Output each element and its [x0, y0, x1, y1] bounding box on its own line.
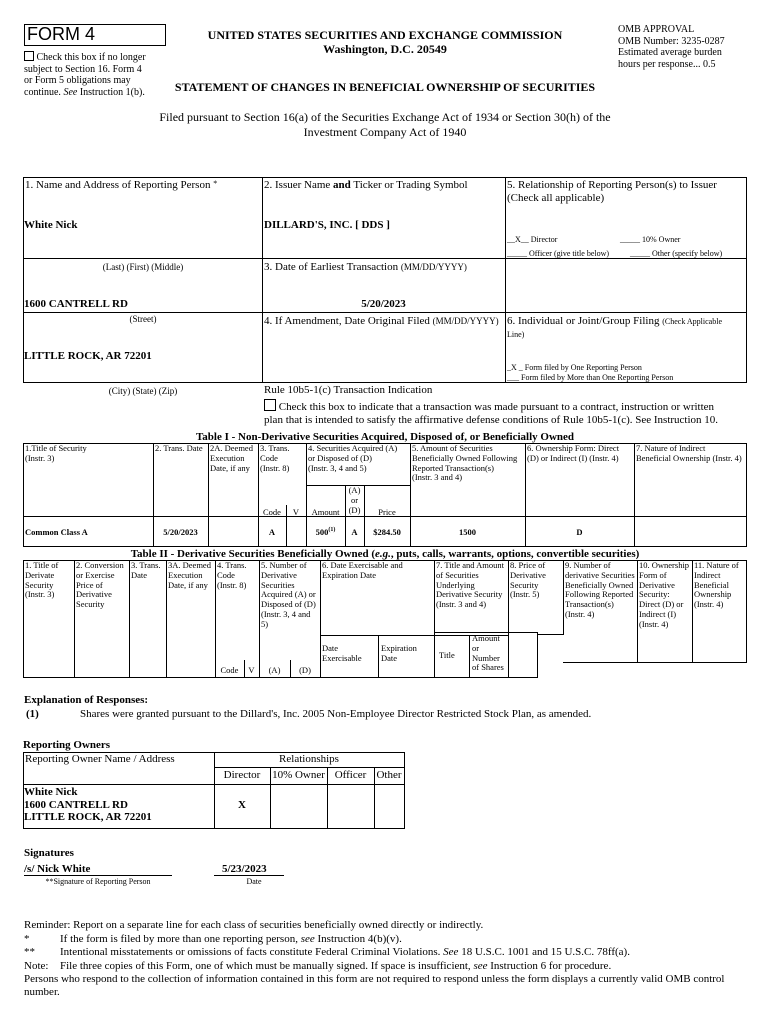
- table2-col4-header: [217, 561, 247, 590]
- header-line: (D): [348, 504, 361, 515]
- box5-label-line: 5. Relationship of Reporting Person(s) to Issuer: [507, 179, 717, 191]
- grid-line: [320, 560, 321, 678]
- header-line: Number: [472, 652, 500, 663]
- header-line: Beneficially Owned: [565, 579, 634, 590]
- table1-sub-price: Price: [378, 507, 396, 517]
- box2-label-and: and: [333, 179, 351, 191]
- grid-line: [508, 560, 509, 678]
- header-line: Date: [131, 569, 148, 580]
- header-line: (Instr. 5): [510, 589, 540, 600]
- header-line: (D) or Indirect (I) (Instr. 4): [527, 452, 619, 463]
- box4-label-text: 4. If Amendment, Date Original Filed: [264, 315, 430, 327]
- header-line: Execution: [168, 569, 203, 580]
- grid-line: [378, 635, 379, 678]
- checkbox-note-see: See: [63, 86, 78, 98]
- signature-hint: **Signature of Reporting Person: [45, 877, 151, 886]
- ten-percent-owner-option: _____ 10% Owner: [620, 235, 681, 244]
- amount-value: 500: [315, 527, 329, 537]
- grid-line: [23, 177, 747, 178]
- box2-label-b: Ticker or Trading Symbol: [353, 179, 468, 191]
- header-line: Security: [76, 599, 105, 610]
- table2-sub-expiration: [381, 644, 417, 664]
- owner-address-line: LITTLE ROCK, AR 72201: [24, 811, 152, 824]
- header-line: Reported Transaction(s): [412, 462, 494, 473]
- omb-line: OMB Number: 3235-0287: [618, 35, 725, 47]
- omb-approval: [618, 24, 758, 70]
- transaction-code: A: [268, 527, 276, 537]
- header-line: 5. Amount of Securities: [412, 443, 493, 453]
- header-line: Transaction(s): [565, 599, 614, 610]
- header-line: derivative Securities: [565, 569, 635, 580]
- checkbox-note: [24, 51, 164, 98]
- explanation-number: (1): [26, 708, 39, 720]
- checkbox-note-line: continue.: [24, 86, 61, 98]
- checkbox-note-line: subject to Section 16. Form 4: [24, 63, 142, 75]
- filed-line: Investment Company Act of 1940: [303, 125, 467, 139]
- checkbox-note-line: Check this box if no longer: [36, 52, 146, 63]
- header-line: Security: [510, 579, 539, 590]
- omb-line: Estimated average burden: [618, 47, 722, 58]
- box6-label-text: 6. Individual or Joint/Group Filing: [507, 315, 660, 327]
- grid-line: [23, 546, 747, 547]
- header-line: or: [472, 642, 480, 653]
- box1-label-star: *: [213, 179, 218, 188]
- grid-line: [262, 382, 747, 383]
- box2-label-a: 2. Issuer Name: [264, 179, 331, 191]
- table1-col3-header: [260, 444, 290, 473]
- table1-col2-header: 2. Trans. Date: [155, 443, 203, 453]
- header-line: (Instr. 3 and 4): [436, 599, 487, 610]
- city-hint: (City) (State) (Zip): [108, 386, 178, 396]
- ownership-form: D: [576, 527, 583, 537]
- checkbox-note-line: Instruction 1(b).: [79, 86, 145, 98]
- box3-label: [264, 261, 467, 273]
- header-line: Underlying: [436, 579, 475, 590]
- footnote-double-star-text: [60, 946, 630, 958]
- header-line: 5): [261, 618, 269, 629]
- box4-hint: (MM/DD/YYYY): [432, 316, 499, 326]
- header-line: (Instr. 3, 4 and: [261, 608, 311, 619]
- header-line: 3A. Deemed: [168, 560, 211, 570]
- grid-line: [637, 560, 638, 663]
- header-line: Following Reported: [565, 589, 634, 600]
- grid-line: [563, 662, 747, 663]
- reporting-person-street: 1600 CANTRELL RD: [24, 298, 128, 310]
- note-text-b: Instruction 6 for procedure.: [490, 960, 612, 972]
- grid-line: [262, 177, 263, 382]
- header-line: of Securities: [436, 569, 479, 580]
- grid-line: [23, 443, 24, 546]
- grid-line: [505, 177, 506, 382]
- box3-hint: (MM/DD/YYYY): [400, 262, 467, 272]
- transaction-price: $284.50: [373, 527, 401, 537]
- note-text: [60, 960, 611, 972]
- box4-label: [264, 315, 499, 327]
- header-line: (Instr. 3 and 4): [412, 472, 463, 483]
- header-line: Security:: [639, 589, 670, 600]
- header-line: Beneficially Owned Following: [412, 452, 518, 463]
- table2-col11-header: [694, 561, 739, 610]
- header-line: (Instr. 4): [565, 608, 595, 619]
- table2-sub-exercisable: [322, 644, 362, 664]
- transaction-date: 5/20/2023: [163, 527, 198, 537]
- grid-line: [23, 560, 24, 678]
- header-line: Derivative: [76, 589, 112, 600]
- header-line: (Instr. 8): [217, 579, 247, 590]
- grid-line: [215, 560, 216, 678]
- header-line: Ownership: [694, 589, 732, 600]
- header-line: Derivative: [510, 569, 546, 580]
- filed-line: Filed pursuant to Section 16(a) of the Securities Exchange Act of 1934 or Section 30(h) of the: [159, 110, 611, 124]
- header-line: (Instr. 4): [639, 618, 669, 629]
- signature-date-hint: Date: [246, 877, 262, 886]
- grid-line: [404, 752, 405, 829]
- other-header: Other: [376, 769, 402, 781]
- box5-label-line: (Check all applicable): [507, 191, 605, 204]
- rule-10b5-text: [264, 399, 748, 426]
- header-line: Date, if any: [210, 462, 250, 473]
- header-line: 2. Conversion: [76, 560, 124, 570]
- grid-line: [23, 258, 506, 259]
- header-line: 8. Price of: [510, 560, 546, 570]
- rule-10b5-line: Check this box to indicate that a transaction was made pursuant to a contract, instruction or written: [278, 401, 715, 413]
- header-line: (Instr. 3): [25, 589, 55, 600]
- table2-col10-header: [639, 561, 689, 629]
- table1-col6-header: [527, 444, 619, 464]
- header-line: 2A. Deemed: [210, 443, 253, 453]
- box1-label-text: 1. Name and Address of Reporting Person: [25, 179, 211, 191]
- grid-line: [692, 560, 693, 663]
- rule-10b5-line: plan that is intended to satisfy the affirmative defense conditions of Rule 10b5-1(c). See Instruction 10.: [264, 413, 719, 426]
- header-line: 3. Trans.: [260, 443, 290, 453]
- rule-10b5-checkbox[interactable]: [264, 399, 276, 411]
- table2-sub-title: Title: [439, 650, 455, 660]
- filing-option-multiple: ___ Form filed by More than One Reporting Person: [507, 373, 674, 382]
- header-line: 1. Title of: [25, 560, 59, 570]
- grid-line: [259, 560, 260, 678]
- header-line: Code: [260, 452, 278, 463]
- table1-col5-header: [412, 444, 517, 483]
- header-line: Derivative: [261, 569, 297, 580]
- omb-line: OMB APPROVAL: [618, 24, 695, 35]
- checkbox-note-line: or Form 5 obligations may: [24, 75, 131, 86]
- header-line: Date, if any: [168, 579, 208, 590]
- owner-address-line: 1600 CANTRELL RD: [24, 798, 128, 811]
- note-label: Note:: [24, 960, 49, 972]
- table2-title: [23, 548, 747, 560]
- table1-sub-amount: Amount: [311, 507, 340, 517]
- reminder-text: Reminder: Report on a separate line for each class of securities beneficially owned directly or indirectly.: [24, 919, 484, 931]
- name-hint: (Last) (First) (Middle): [102, 262, 184, 272]
- header-line: or Exercise: [76, 569, 115, 580]
- grid-line: [634, 443, 635, 546]
- header-line: or Disposed of (D): [308, 452, 372, 463]
- box2-label: [264, 179, 468, 191]
- header-line: (Instr. 8): [260, 462, 290, 473]
- transaction-amount: [306, 527, 345, 537]
- header-line: 10. Ownership: [639, 560, 690, 570]
- form-title: FORM 4: [27, 24, 96, 44]
- table2-col3a-header: [168, 561, 211, 590]
- table2-col9-header: [565, 561, 635, 620]
- box6-hint: (Check Applicable: [662, 317, 722, 326]
- header-line: (A): [348, 485, 361, 495]
- officer-header: Officer: [334, 769, 367, 781]
- table1-col1-header: [25, 444, 87, 464]
- header-line: Date: [381, 652, 398, 663]
- grid-line: [23, 677, 538, 678]
- header-line: Price of: [76, 579, 103, 590]
- box6-label: [507, 315, 745, 340]
- table2-sub-v: V: [248, 665, 255, 675]
- filing-option-one: _X _ Form filed by One Reporting Person: [507, 363, 642, 372]
- explanation-title: Explanation of Responses:: [24, 694, 149, 706]
- grid-line: [434, 560, 435, 678]
- security-title: Common Class A: [25, 527, 88, 537]
- amount-footnote: (1): [328, 527, 336, 533]
- table2-sub-amount: [472, 634, 504, 673]
- header-line: (Instr. 3, 4 and 5): [308, 462, 367, 473]
- header-line: or: [350, 494, 359, 505]
- reporting-person-city: LITTLE ROCK, AR 72201: [24, 350, 152, 362]
- table1-col7-header: [636, 444, 742, 464]
- reporting-owners-title: Reporting Owners: [23, 739, 111, 751]
- header-line: Acquired (A) or: [261, 589, 316, 600]
- shares-owned-following: 1500: [459, 527, 476, 537]
- table2-sub-a: (A): [268, 665, 281, 675]
- table2-col8-header: [510, 561, 546, 600]
- footnote-text: Intentional misstatements or omissions of facts constitute Federal Criminal Violations.: [60, 946, 441, 958]
- note-text-a: File three copies of this Form, one of which must be manually signed. If space is insufficient,: [60, 960, 471, 972]
- header-line: Amount: [472, 633, 500, 643]
- table1-col2a-header: [210, 444, 253, 473]
- reporting-person-name: White Nick: [24, 219, 78, 231]
- header-line: Indirect: [694, 569, 721, 580]
- footnote-star: *: [24, 933, 30, 945]
- header-line: (Instr. 3): [25, 452, 55, 463]
- grid-line: [746, 560, 747, 663]
- header-line: Direct (D) or: [639, 599, 684, 610]
- footnote-text: Instruction 4(b)(v).: [317, 933, 402, 945]
- footnote-see: see: [300, 933, 315, 945]
- note-see: see: [473, 960, 488, 972]
- table2-col1-header: [25, 561, 58, 600]
- header-line: of Shares: [472, 662, 504, 673]
- header-line: Expiration: [381, 643, 417, 653]
- table2-title-eg: e.g.: [375, 548, 391, 560]
- header-line: Derivative: [639, 579, 675, 590]
- table1-title: Table I - Non-Derivative Securities Acquired, Disposed of, or Beneficially Owned: [195, 431, 575, 443]
- agency-name: UNITED STATES SECURITIES AND EXCHANGE COMMISSION: [207, 28, 563, 42]
- table2-col5-header: [261, 561, 316, 629]
- disclaimer-line: Persons who respond to the collection of information contained in this form are not required to respond unless the form displays a currently valid OMB control: [24, 973, 725, 985]
- relationships-header: Relationships: [279, 753, 339, 765]
- grid-line: [214, 767, 405, 768]
- grid-line: [23, 312, 747, 313]
- header-line: Exercisable: [322, 652, 362, 663]
- grid-line: [166, 560, 167, 678]
- header-line: Date: [322, 643, 339, 653]
- director-option: __X__ Director: [507, 235, 558, 244]
- table2-col3-header: [131, 561, 161, 581]
- table1-sub-v: V: [292, 507, 300, 517]
- header-line: Beneficial: [694, 579, 729, 590]
- box6-hint: Line): [507, 329, 525, 339]
- street-hint: (Street): [129, 314, 157, 324]
- footnote-see: See: [443, 946, 459, 958]
- director-header: Director: [223, 769, 261, 781]
- grid-line: [129, 560, 130, 678]
- signature-name: /s/ Nick White: [24, 863, 91, 875]
- rule-10b5-title: Rule 10b5-1(c) Transaction Indication: [264, 384, 433, 396]
- grid-line: [563, 560, 564, 635]
- table2-title-a: Table II - Derivative Securities Beneficially Owned (: [130, 548, 376, 560]
- acquired-or-disposed: A: [351, 527, 358, 537]
- header-line: Disposed of (D): [261, 599, 316, 610]
- signatures-title: Signatures: [24, 847, 74, 859]
- header-line: Beneficial Ownership (Instr. 4): [636, 452, 742, 463]
- header-line: 6. Date Exercisable and: [322, 560, 403, 570]
- table2-sub-code: Code: [220, 665, 239, 675]
- ten-percent-header: 10% Owner: [272, 769, 325, 781]
- header-line: (Instr. 4): [694, 599, 724, 610]
- header-line: Derivative Security: [436, 589, 503, 600]
- footnote-text: If the form is filed by more than one reporting person,: [60, 933, 298, 945]
- table2-title-b: , puts, calls, warrants, options, convertible securities): [390, 548, 640, 560]
- signature-date-line: [214, 875, 284, 876]
- owner-address: [24, 786, 152, 824]
- table1-sub-code: Code: [263, 507, 281, 517]
- director-mark: X: [238, 799, 246, 811]
- table2-col2-header: [76, 561, 124, 610]
- owner-address-line: White Nick: [24, 786, 78, 798]
- header-line: Derivate: [25, 569, 55, 580]
- grid-line: [537, 634, 564, 635]
- header-line: 4. Securities Acquired (A): [308, 443, 398, 453]
- header-line: Indirect (I): [639, 608, 677, 619]
- header-line: 11. Nature of: [694, 560, 739, 570]
- other-option: _____ Other (specify below): [630, 249, 723, 258]
- header-line: 6. Ownership Form: Direct: [527, 443, 620, 453]
- header-line: Securities: [261, 579, 295, 590]
- header-line: 3. Trans.: [131, 560, 161, 570]
- issuer-name: DILLARD'S, INC. [ DDS ]: [264, 219, 390, 231]
- header-line: Execution: [210, 452, 245, 463]
- table1-sub-aord: [345, 486, 364, 515]
- box1-label: [25, 179, 217, 191]
- header-line: Security: [25, 579, 54, 590]
- footnote-double-star: **: [24, 946, 35, 958]
- box5-label: [507, 179, 745, 204]
- header-line: 1.Title of Security: [25, 443, 87, 453]
- agency-location: Washington, D.C. 20549: [323, 42, 447, 56]
- grid-line: [469, 635, 470, 678]
- grid-line: [505, 258, 747, 259]
- grid-line: [746, 177, 747, 382]
- header-line: 9. Number of: [565, 560, 611, 570]
- header-line: 7. Title and Amount: [436, 560, 505, 570]
- header-line: Expiration Date: [322, 569, 377, 580]
- officer-option: _____ Officer (give title below): [507, 249, 610, 258]
- owner-name-header: Reporting Owner Name / Address: [25, 753, 175, 765]
- grid-line: [746, 443, 747, 546]
- grid-line: [74, 560, 75, 678]
- no-longer-subject-checkbox[interactable]: [24, 51, 34, 61]
- signature-date: 5/23/2023: [222, 863, 267, 875]
- explanation-text: Shares were granted pursuant to the Dillard's, Inc. 2005 Non-Employee Director Restricted Stock Plan, as amended.: [80, 708, 592, 720]
- table2-sub-d: (D): [299, 665, 311, 675]
- table2-col6-header: [322, 561, 403, 581]
- grid-line: [537, 632, 538, 678]
- disclaimer-line: number.: [24, 985, 60, 998]
- statement-title: STATEMENT OF CHANGES IN BENEFICIAL OWNERSHIP OF SECURITIES: [174, 80, 596, 94]
- earliest-transaction-date: 5/20/2023: [361, 298, 406, 310]
- omb-disclaimer: [24, 973, 754, 998]
- omb-line: hours per response... 0.5: [618, 58, 716, 70]
- footnote-star-text: [60, 933, 402, 945]
- header-line: 5. Number of: [261, 560, 307, 570]
- signature-line: [24, 875, 172, 876]
- box3-label-text: 3. Date of Earliest Transaction: [264, 261, 399, 273]
- table1-col4-header: [308, 444, 397, 473]
- header-line: 7. Nature of Indirect: [636, 443, 706, 453]
- table2-col7-header: [436, 561, 504, 610]
- header-line: Code: [217, 569, 235, 580]
- filed-pursuant: [100, 110, 670, 140]
- header-line: 4. Trans.: [217, 560, 247, 570]
- footnote-text: 18 U.S.C. 1001 and 15 U.S.C. 78ff(a).: [461, 946, 630, 958]
- grid-line: [208, 443, 209, 546]
- header-line: Form of: [639, 569, 667, 580]
